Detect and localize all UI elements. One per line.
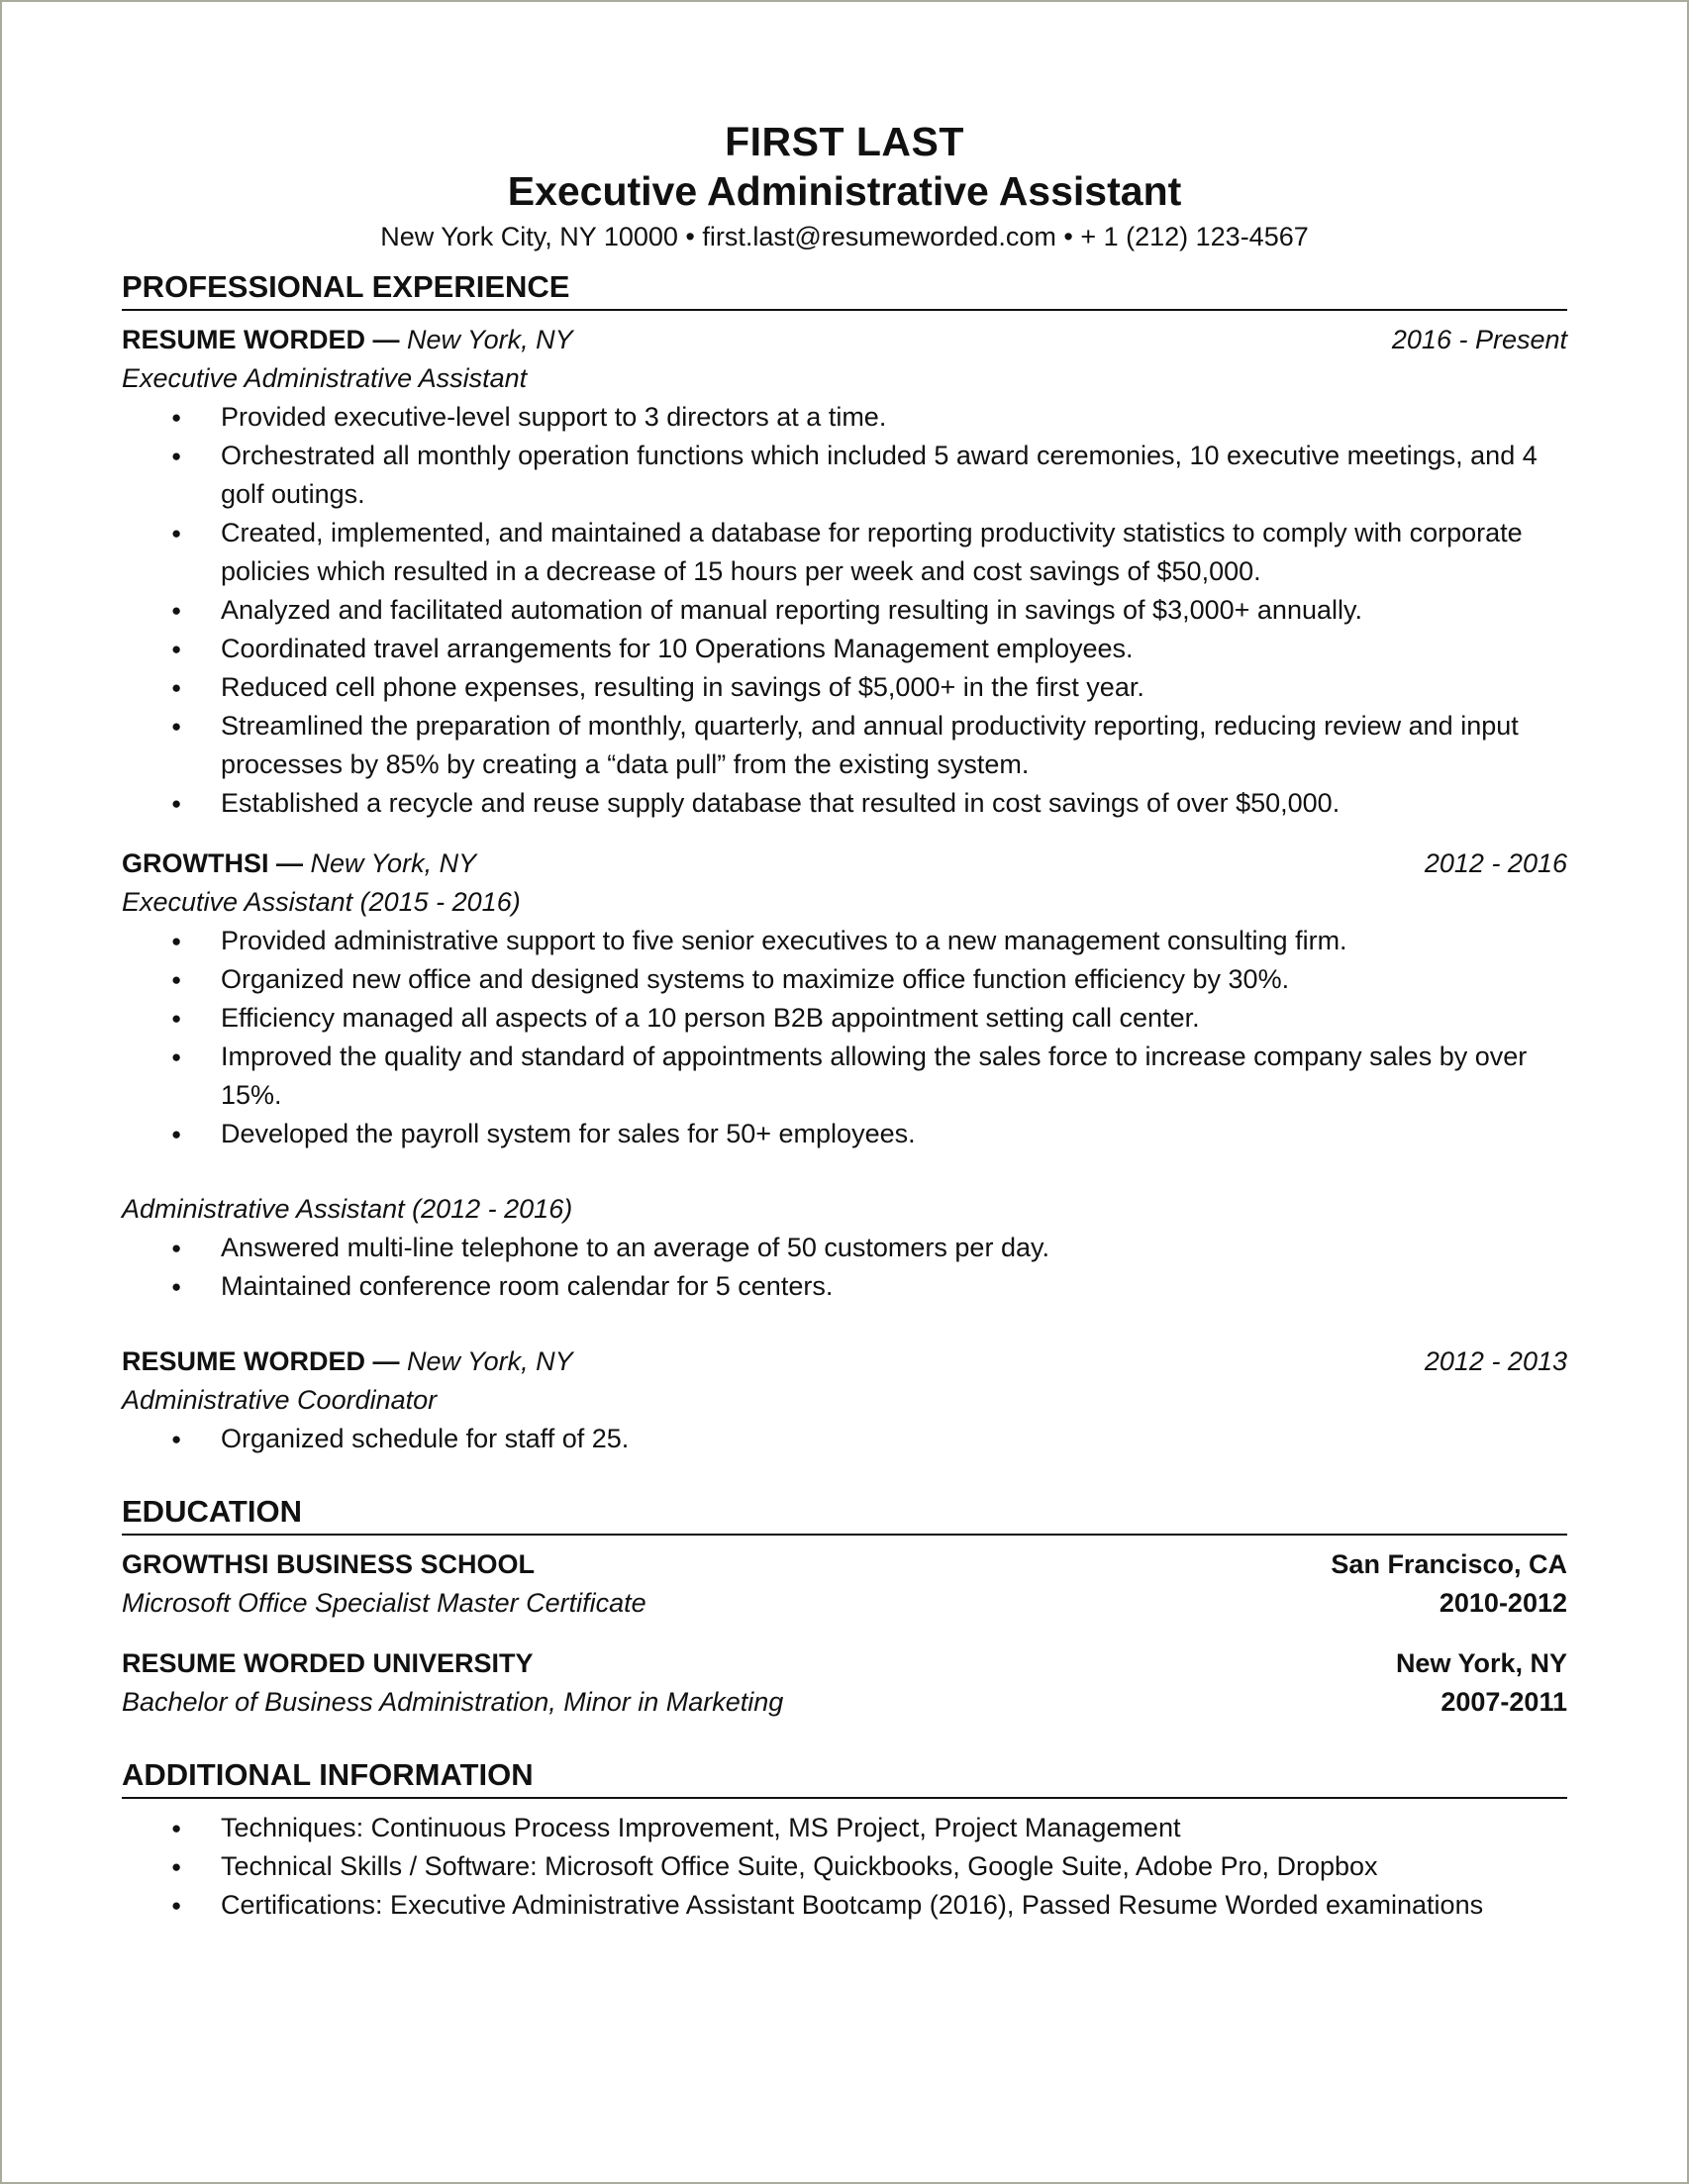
bullet-item: ● Orchestrated all monthly operation functions which included 5 award ceremonies, 10 executive meetings, and 4 golf outings.	[122, 437, 1567, 514]
school-name: RESUME WORDED UNIVERSITY	[122, 1648, 534, 1678]
school-detail	[122, 1584, 1567, 1623]
job-company: RESUME WORDED —	[122, 1346, 400, 1376]
school-degree: Bachelor of Business Administration, Minor in Marketing	[122, 1687, 784, 1717]
school-location: San Francisco, CA	[1331, 1549, 1567, 1579]
school-header	[122, 1545, 1567, 1584]
job-company: GROWTHSI —	[122, 848, 303, 878]
job-company-location	[122, 321, 573, 359]
candidate-name: FIRST LAST	[725, 119, 964, 164]
job-entry	[122, 321, 1567, 823]
school-header	[122, 1644, 1567, 1683]
job-location: New York, NY	[407, 1346, 573, 1376]
job-entry	[122, 844, 1567, 1306]
job-header	[122, 321, 1567, 359]
bullet-item: ● Provided administrative support to five senior executives to a new management consulting firm.	[122, 922, 1567, 960]
job-bullets	[122, 1420, 1567, 1458]
bullet-item: ● Organized new office and designed systems to maximize office function efficiency by 30%.	[122, 960, 1567, 999]
job-dates: 2016 - Present	[1391, 325, 1567, 354]
candidate-title: Executive Administrative Assistant	[507, 168, 1182, 214]
resume-header	[122, 117, 1567, 257]
school-detail	[122, 1683, 1567, 1722]
job-role: Administrative Coordinator	[122, 1385, 438, 1415]
bullet-item: ● Techniques: Continuous Process Improvement, MS Project, Project Management	[122, 1809, 1567, 1847]
job-dates: 2012 - 2013	[1424, 1346, 1567, 1376]
job-location: New York, NY	[407, 325, 573, 354]
additional-bullets	[122, 1809, 1567, 1925]
job-bullets	[122, 1229, 1567, 1306]
school-dates: 2010-2012	[1439, 1588, 1567, 1618]
school-dates: 2007-2011	[1441, 1687, 1567, 1717]
bullet-item: ● Streamlined the preparation of monthly, quarterly, and annual productivity reporting, reducing review and input processes by 85% by creating a “data pull” from the existing system.	[122, 707, 1567, 784]
job-entry	[122, 1342, 1567, 1458]
job-header	[122, 844, 1567, 883]
job-dates: 2012 - 2016	[1424, 848, 1567, 878]
bullet-item: ● Created, implemented, and maintained a database for reporting productivity statistics to comply with corporate policies which resulted in a decrease of 15 hours per week and cost savings of $50,000.	[122, 514, 1567, 591]
job-location: New York, NY	[310, 848, 477, 878]
bullet-item: ● Answered multi-line telephone to an average of 50 customers per day.	[122, 1229, 1567, 1267]
additional-heading: ADDITIONAL INFORMATION	[122, 1755, 1567, 1799]
bullet-item: ● Technical Skills / Software: Microsoft Office Suite, Quickbooks, Google Suite, Adobe Pro, Dropbox	[122, 1847, 1567, 1886]
bullet-item: ● Organized schedule for staff of 25.	[122, 1420, 1567, 1458]
job-bullets	[122, 398, 1567, 823]
education-section	[122, 1492, 1567, 1722]
experience-heading: PROFESSIONAL EXPERIENCE	[122, 267, 1567, 311]
bullet-item: ● Improved the quality and standard of appointments allowing the sales force to increase company sales by over 15%.	[122, 1038, 1567, 1115]
job-header	[122, 1342, 1567, 1381]
job-role: Executive Administrative Assistant	[122, 363, 528, 393]
job-bullets	[122, 922, 1567, 1153]
experience-section	[122, 267, 1567, 1458]
school-entry	[122, 1545, 1567, 1623]
school-degree: Microsoft Office Specialist Master Certificate	[122, 1588, 646, 1618]
additional-section	[122, 1755, 1567, 1925]
bullet-item: ● Certifications: Executive Administrative Assistant Bootcamp (2016), Passed Resume Worded examinations	[122, 1886, 1567, 1925]
contact-line: New York City, NY 10000 • first.last@resumeworded.com • + 1 (212) 123-4567	[380, 222, 1309, 251]
bullet-item: ● Analyzed and facilitated automation of manual reporting resulting in savings of $3,000+ annually.	[122, 591, 1567, 630]
bullet-item: ● Provided executive-level support to 3 directors at a time.	[122, 398, 1567, 437]
resume	[122, 117, 1567, 1925]
bullet-item: ● Efficiency managed all aspects of a 10 person B2B appointment setting call center.	[122, 999, 1567, 1038]
job-role: Administrative Assistant (2012 - 2016)	[122, 1194, 573, 1224]
job-company: RESUME WORDED —	[122, 325, 400, 354]
school-entry	[122, 1644, 1567, 1722]
job-company-location	[122, 844, 476, 883]
bullet-item: ● Reduced cell phone expenses, resulting in savings of $5,000+ in the first year.	[122, 668, 1567, 707]
bullet-item: ● Developed the payroll system for sales for 50+ employees.	[122, 1115, 1567, 1153]
school-name: GROWTHSI BUSINESS SCHOOL	[122, 1549, 536, 1579]
school-location: New York, NY	[1395, 1648, 1567, 1678]
bullet-item: ● Maintained conference room calendar for 5 centers.	[122, 1267, 1567, 1306]
bullet-item: ● Established a recycle and reuse supply database that resulted in cost savings of over $50,000.	[122, 784, 1567, 823]
job-company-location	[122, 1342, 573, 1381]
education-heading: EDUCATION	[122, 1492, 1567, 1536]
job-role: Executive Assistant (2015 - 2016)	[122, 887, 521, 917]
bullet-item: ● Coordinated travel arrangements for 10 Operations Management employees.	[122, 630, 1567, 668]
